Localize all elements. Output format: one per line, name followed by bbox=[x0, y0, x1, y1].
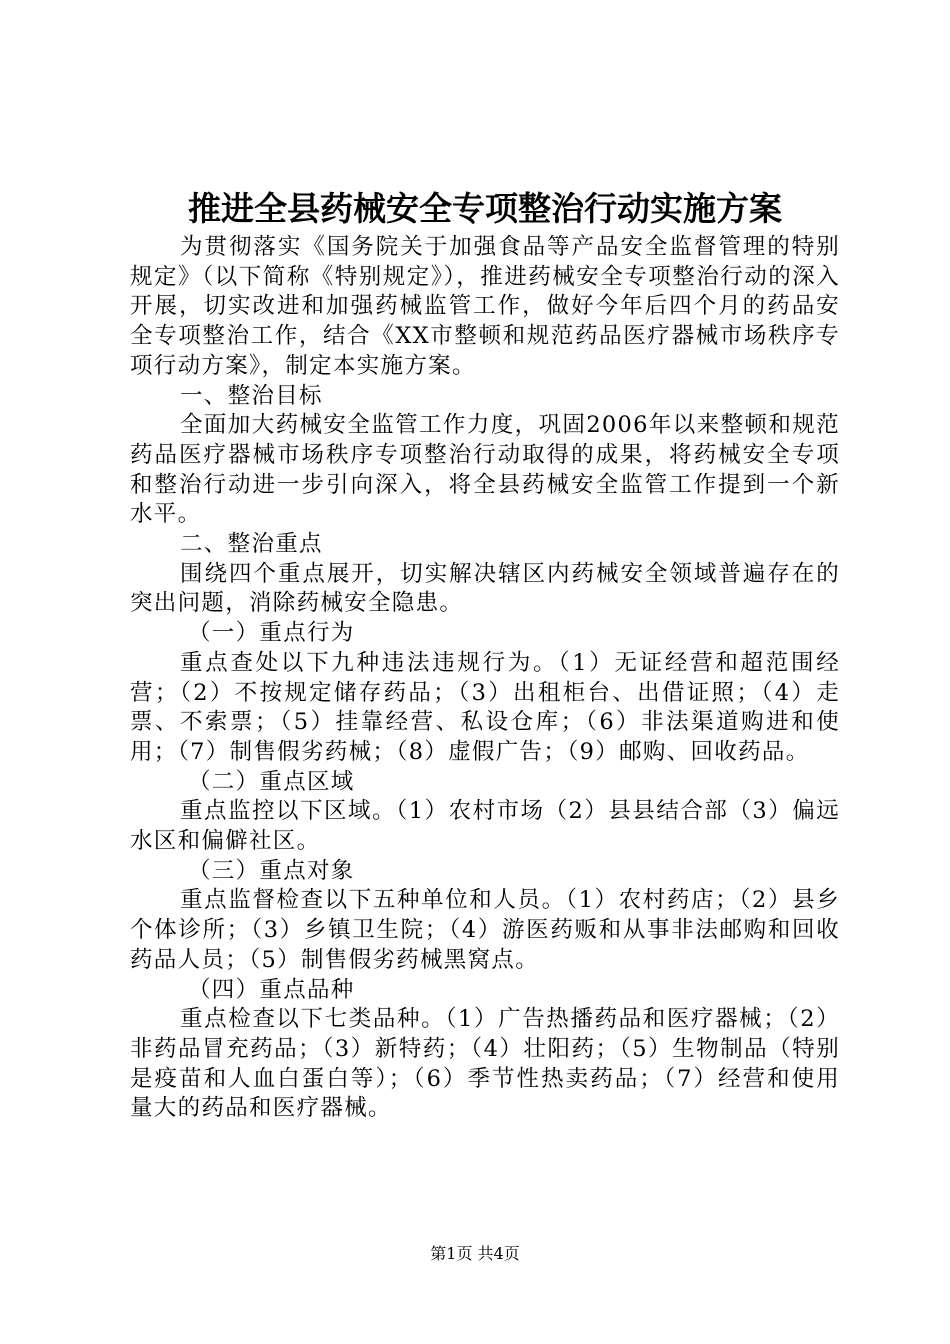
paragraph: 围绕四个重点展开，切实解决辖区内药械安全领域普遍存在的突出问题，消除药械安全隐患。 bbox=[130, 560, 840, 617]
section-heading: 二、整治重点 bbox=[180, 531, 323, 558]
paragraph: 重点监督检查以下五种单位和人员。（1）农村药店；（2）县乡个体诊所；（3）乡镇卫生院；（4）游医药贩和从事非法邮购和回收药品人员；（5）制售假劣药械黑窝点。 bbox=[130, 887, 840, 973]
paragraph: 为贯彻落实《国务院关于加强食品等产品安全监督管理的特别规定》（以下简称《特别规定》），推进药械安全专项整治行动的深入开展，切实改进和加强药械监管工作，做好今年后四个月的药品安全专项整治工作，结合《XX市整顿和规范药品医疗器械市场秩序专项行动方案》，制定本实施方案。 bbox=[130, 234, 840, 379]
paragraph: 重点查处以下九种违法违规行为。（1）无证经营和超范围经营；（2）不按规定储存药品；（3）出租柜台、出借证照；（4）走票、不索票；（5）挂靠经营、私设仓库；（6）非法渠道购进和使用；（7）制售假劣药械；（8）虚假广告；（9）邮购、回收药品。 bbox=[130, 649, 840, 765]
section-heading: 一、整治目标 bbox=[180, 382, 323, 409]
paragraph: 重点检查以下七类品种。（1）广告热播药品和医疗器械；（2）非药品冒充药品；（3）新特药；（4）壮阳药；（5）生物制品（特别是疫苗和人血白蛋白等）；（6）季节性热卖药品；（7）经营和使用量大的药品和医疗器械。 bbox=[130, 1006, 840, 1122]
document-title: 推进全县药械安全专项整治行动实施方案 bbox=[188, 189, 782, 228]
document-body bbox=[130, 233, 840, 1124]
subsection-heading: （一）重点行为 bbox=[188, 620, 355, 647]
document-page bbox=[130, 185, 840, 1124]
subsection-heading: （二）重点区域 bbox=[188, 768, 355, 795]
page-footer: 第1页 共4页 bbox=[430, 1244, 520, 1263]
paragraph: 重点监控以下区域。（1）农村市场（2）县县结合部（3）偏远水区和偏僻社区。 bbox=[130, 798, 840, 855]
subsection-heading: （四）重点品种 bbox=[188, 976, 355, 1003]
paragraph: 全面加大药械安全监管工作力度，巩固2006年以来整顿和规范药品医疗器械市场秩序专项整治行动取得的成果，将药械安全专项和整治行动进一步引向深入，将全县药械安全监管工作提到一个新水平。 bbox=[130, 412, 840, 528]
subsection-heading: （三）重点对象 bbox=[188, 857, 355, 884]
